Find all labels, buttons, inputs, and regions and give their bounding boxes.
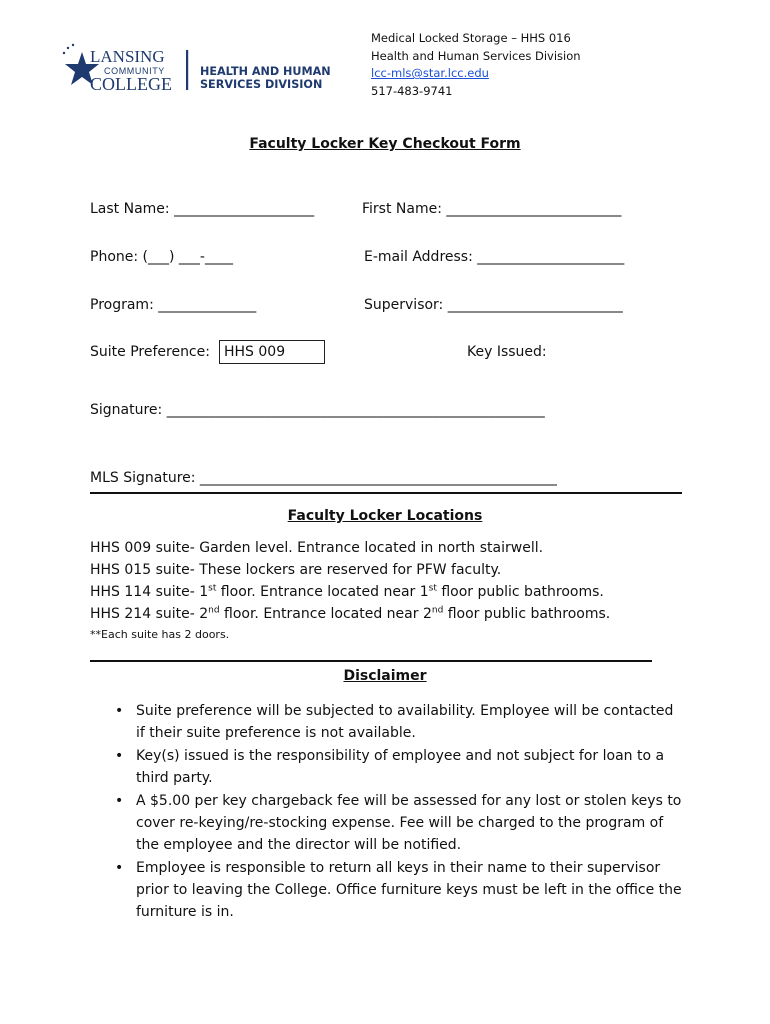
mls-signature-field[interactable]: MLS Signature: ___________________________________________________ bbox=[90, 470, 557, 486]
bullet-icon: • bbox=[115, 860, 124, 876]
phone-field[interactable]: Phone: (___) ___-____ bbox=[90, 249, 233, 265]
location-hhs009: HHS 009 suite- Garden level. Entrance located in north stairwell. bbox=[90, 540, 544, 556]
contact-storage: Medical Locked Storage – HHS 016 bbox=[371, 31, 571, 45]
logo-community: COMMUNITY bbox=[104, 66, 165, 76]
last-name-field[interactable]: Last Name: ____________________ bbox=[90, 201, 315, 217]
suite-preference-input[interactable]: HHS 009 bbox=[219, 340, 325, 364]
location-hhs015: HHS 015 suite- These lockers are reserved for PFW faculty. bbox=[90, 562, 502, 578]
logo-lansing: LANSING bbox=[90, 47, 165, 66]
bullet-icon: • bbox=[115, 793, 124, 809]
logo-division-1: HEALTH AND HUMAN bbox=[200, 65, 331, 78]
key-issued-field[interactable]: Key Issued: bbox=[467, 344, 547, 360]
disclaimer-list bbox=[112, 700, 682, 924]
first-name-field[interactable]: First Name: _________________________ bbox=[362, 201, 622, 217]
location-hhs214: HHS 214 suite- 2nd floor. Entrance located near 2nd floor public bathrooms. bbox=[90, 605, 611, 622]
contact-email-link[interactable]: lcc-mls@star.lcc.edu bbox=[371, 66, 489, 81]
divider-rule-top bbox=[90, 492, 682, 494]
suite-preference-label: Suite Preference: bbox=[90, 344, 210, 360]
divider-rule-bottom bbox=[90, 660, 652, 662]
form-title: Faculty Locker Key Checkout Form bbox=[249, 136, 521, 152]
disclaimer-item: • Suite preference will be subjected to availability. Employee will be contacted if their suite preference is not available. bbox=[112, 700, 682, 744]
disclaimer-title: Disclaimer bbox=[343, 668, 427, 684]
signature-field[interactable]: Signature: ______________________________________________________ bbox=[90, 402, 545, 418]
disclaimer-item: • Employee is responsible to return all keys in their name to their supervisor prior to leaving the College. Office furniture keys must be left in the office the furniture is in. bbox=[112, 857, 682, 923]
contact-phone: 517-483-9741 bbox=[371, 83, 453, 98]
logo-divider bbox=[186, 50, 188, 90]
locations-title: Faculty Locker Locations bbox=[287, 508, 483, 524]
contact-division: Health and Human Services Division bbox=[371, 48, 581, 63]
college-logo bbox=[60, 42, 350, 94]
disclaimer-item: • A $5.00 per key chargeback fee will be assessed for any lost or stolen keys to cover re-keying/re-stocking expense. Fee will be charged to the program of the employee and the director will be notified. bbox=[112, 790, 682, 856]
program-field[interactable]: Program: ______________ bbox=[90, 297, 257, 313]
logo-college: COLLEGE bbox=[90, 74, 172, 94]
location-hhs114: HHS 114 suite- 1st floor. Entrance located near 1st floor public bathrooms. bbox=[90, 583, 604, 600]
locations-note: **Each suite has 2 doors. bbox=[90, 628, 230, 641]
supervisor-field[interactable]: Supervisor: _________________________ bbox=[364, 297, 623, 313]
disclaimer-item: • Key(s) issued is the responsibility of employee and not subject for loan to a third party. bbox=[112, 745, 682, 789]
email-field[interactable]: E-mail Address: _____________________ bbox=[364, 249, 625, 265]
bullet-icon: • bbox=[115, 748, 124, 764]
logo-division-2: SERVICES DIVISION bbox=[200, 78, 323, 91]
contact-block bbox=[371, 30, 581, 100]
bullet-icon: • bbox=[115, 703, 124, 719]
